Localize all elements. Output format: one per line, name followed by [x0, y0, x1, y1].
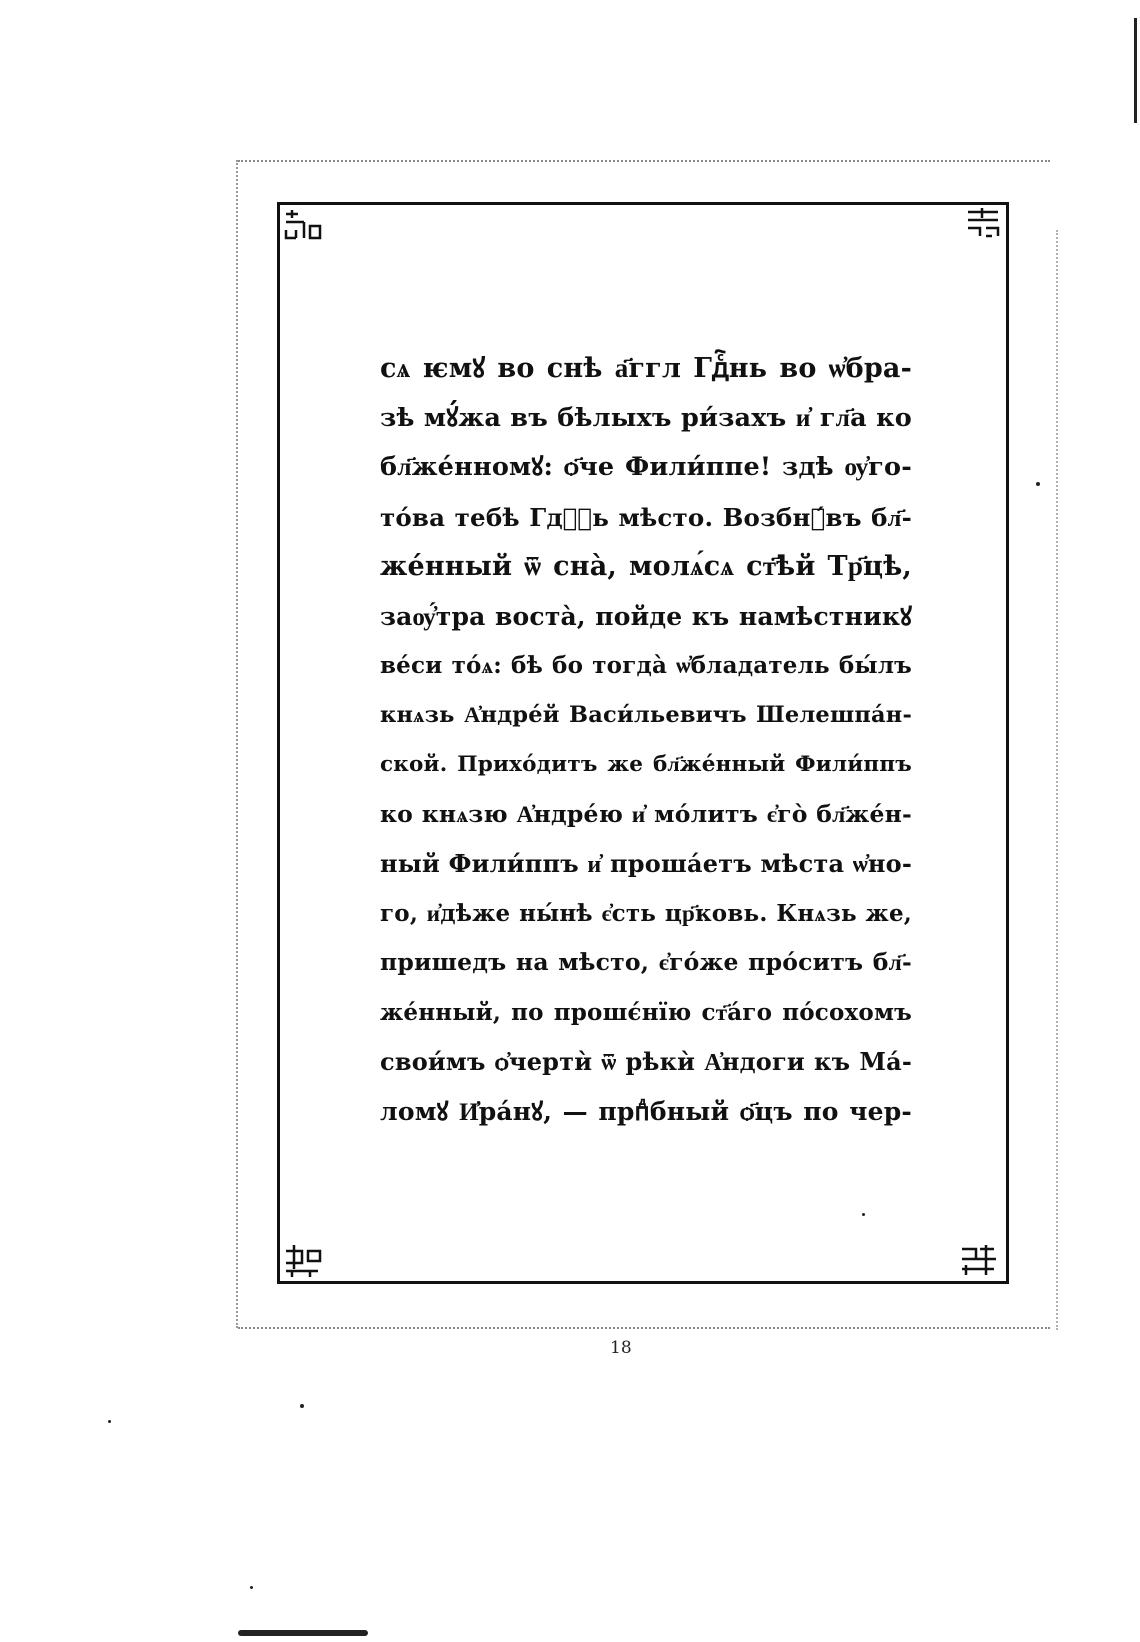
- text-line: то́ва тебѣ Гдⷭ҇ь мѣсто. Возбнꙋ́въ бл҃-: [380, 502, 912, 532]
- corner-ornament-top-left-icon: [282, 208, 324, 244]
- corner-ornament-bottom-left-icon: [282, 1243, 324, 1279]
- corner-ornament-top-right-icon: [962, 206, 1004, 242]
- corner-ornament-bottom-right-icon: [958, 1243, 1000, 1279]
- church-slavonic-text-block: [380, 344, 912, 1136]
- ink-speck: [862, 1213, 865, 1216]
- scan-smudge: [238, 1630, 368, 1636]
- text-line: пришедъ на мѣсто, є҆го́же про́ситъ бл҃-: [380, 948, 912, 976]
- text-line: заѹ҆́тра воста̀, пойде къ намѣстникꙋ: [380, 601, 912, 631]
- text-line: бл҃же́нномꙋ: ѻ҃че Фили́ппе! здѣ ѹ҆го-: [380, 452, 912, 482]
- text-line: свои́мъ ѻ҆чертѝ ѿ рѣкѝ А҆ндоги къ Ма́-: [380, 1047, 912, 1076]
- text-line: кнѧзь А҆ндре́й Васи́льевичъ Шелешпа́н-: [380, 701, 912, 728]
- page-number: 18: [610, 1338, 632, 1358]
- text-line: же́нный ѿ сна̀, молѧ́сѧ ст҃ѣй Тр҃цѣ,: [380, 551, 912, 582]
- dotted-guide-right: [1056, 230, 1058, 1330]
- text-line: ве́си то́ѧ: бѣ бо тогда̀ ѡ҆бладатель бы́лъ: [380, 652, 912, 679]
- ink-speck: [108, 1420, 111, 1423]
- text-line: зѣ мꙋ́жа въ бѣлыхъ ри́захъ и҆ гл҃а ко: [380, 402, 912, 433]
- text-line: ный Фили́ппъ и҆ проша́етъ мѣста ѡ҆но-: [380, 849, 912, 878]
- text-line: же́нный, по прошє́нїю ст҃а́го по́сохомъ: [380, 998, 912, 1026]
- ink-speck: [250, 1586, 253, 1589]
- text-line: ской. Прихо́дитъ же бл҃же́нный Фили́ппъ: [380, 752, 912, 777]
- text-line: сѧ ѥмꙋ во снѣ а҃ггл Гдⷭ҇нь во ѡ҆бра-: [380, 353, 912, 384]
- text-line: го, и҆дѣже ны́нѣ є҆сть цр҃ковь. Кнѧзь же,: [380, 899, 912, 927]
- ink-speck: [300, 1404, 304, 1408]
- text-line: ломꙋ И҆ра́нꙋ, — прпⷣбный ѻ҃цъ по чер-: [380, 1096, 912, 1126]
- page-edge-line: [1134, 18, 1137, 123]
- dotted-guide-top: [238, 160, 1050, 162]
- dotted-guide-bottom: [238, 1327, 1050, 1329]
- text-line: ко кнѧзю А҆ндре́ю и҆ мо́литъ є҆го̀ бл҃же́н-: [380, 799, 912, 828]
- ink-speck: [1036, 482, 1040, 486]
- dotted-guide-left: [236, 160, 238, 1328]
